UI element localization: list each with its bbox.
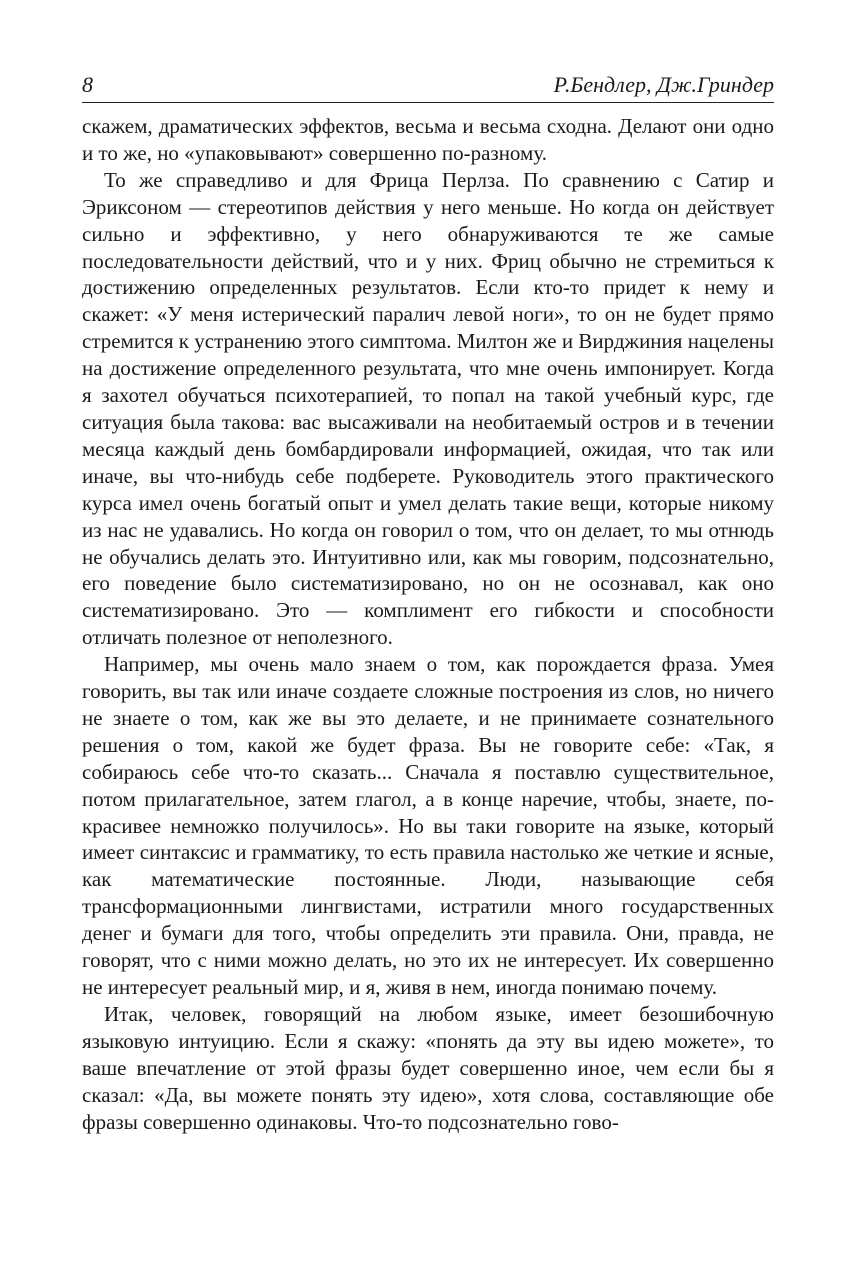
paragraph: Итак, человек, говорящий на любом языке, имеет безошибочную языковую интуицию. Если я скажу: «понять да эту вы идею можете», то ваше впечатление от этой фразы будет совершенно иное, чем если бы я сказал: «Да, вы можете понять эту идею», хотя слова, составляющие обе фразы совершенно одинаковы. Что-то подсознательно гово- <box>82 1001 774 1134</box>
running-title: Р.Бендлер, Дж.Гриндер <box>553 72 774 97</box>
paragraph-continued: скажем, драматических эффектов, весьма и весьма сходна. Делают они одно и то же, но «упаковывают» совершенно по-разному. <box>82 114 774 165</box>
page-number: 8 <box>82 72 93 97</box>
paragraph: То же справедливо и для Фрица Перлза. По сравнению с Сатир и Эриксоном — стереотипов действия у него меньше. Но когда он действует сильно и эффективно, у него обнаруживаются те же самые последовательности действий, что и у них. Фриц обычно не стремиться к достижению определенных результатов. Если кто-то придет к нему и скажет: «У меня истерический паралич левой ноги», то он не будет прямо стремится к устранению этого симптома. Милтон же и Вирджиния нацелены на достижение определенного результата, что мне очень импонирует. Когда я захотел обучаться психотерапией, то попал на такой учебный курс, где ситуация была такова: вас высаживали на необитаемый остров и в течении месяца каждый день бомбардировали информацией, ожидая, что так или иначе, вы что-нибудь себе подберете. Руководитель этого практического курса имел очень богатый опыт и умел делать такие вещи, которые никому из нас не удавались. Но когда он говорил о том, что он делает, то мы отнюдь не обучались делать это. Интуитивно или, как мы говорим, подсознательно, его поведение было систематизировано, но он не осознавал, как оно систематизировано. Это — комплимент его гибкости и способности отличать полезное от неполезного. <box>82 167 774 650</box>
body-text <box>82 113 774 1135</box>
book-page <box>82 70 774 1135</box>
paragraph: Например, мы очень мало знаем о том, как порождается фраза. Умея говорить, вы так или иначе создаете сложные построения из слов, но ничего не знаете о том, как же вы это делаете, и не принимаете сознательного решения о том, какой же будет фраза. Вы не говорите себе: «Так, я собираюсь себе что-то сказать... Сначала я поставлю существительное, потом прилагательное, затем глагол, а в конце наречие, чтобы, знаете, по-красивее немножко получилось». Но вы таки говорите на языке, который имеет синтаксис и грамматику, то есть правила настолько же четкие и ясные, как математические постоянные. Люди, называющие себя трансформационными лингвистами, истратили много государственных денег и бумаги для того, чтобы определить эти правила. Они, правда, не говорят, что с ними можно делать, но это их не интересует. Их совершенно не интересует реальный мир, и я, живя в нем, иногда понимаю почему. <box>82 652 774 999</box>
running-header <box>82 70 774 103</box>
